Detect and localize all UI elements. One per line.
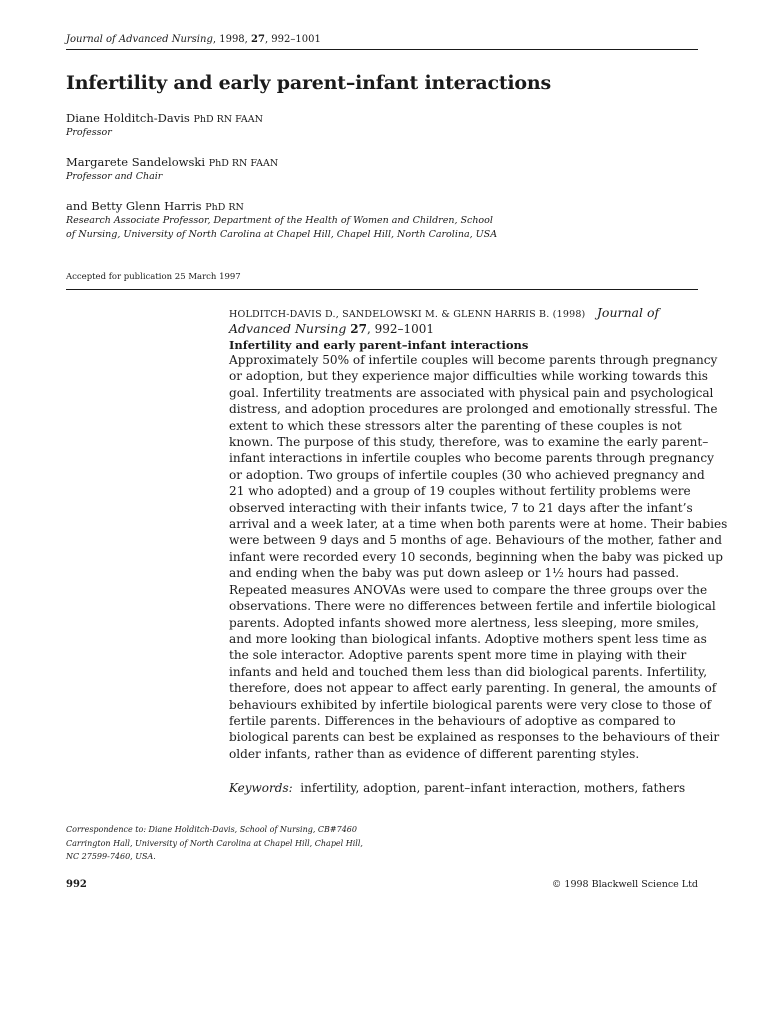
author-3-role-line-2: of Nursing, University of North Carolina at Chapel Hill, Chapel Hill, North Carolina, USA <box>66 229 498 240</box>
abstract-line: Repeated measures ANOVAs were used to compare the three groups over the <box>229 582 708 597</box>
abstract-line: infants and held and touched them less than did biological parents. Infertility, <box>229 664 708 679</box>
abstract-line: and more looking than biological infants. Adoptive mothers spent less time as <box>229 631 707 646</box>
abstract-line: arrival and a week later, at a time when both parents were at home. Their babies <box>229 517 728 532</box>
citation-line-2 <box>229 321 434 336</box>
running-head <box>66 34 321 45</box>
author-2-role: Professor and Chair <box>66 171 163 182</box>
abstract-line: 21 who adopted) and a group of 19 couples without fertility problems were <box>229 484 691 499</box>
abstract-line: infant were recorded every 10 seconds, beginning when the baby was picked up <box>229 549 723 564</box>
abstract-line: or adoption. Two groups of infertile couples (30 who achieved pregnancy and <box>229 467 705 482</box>
author-3 <box>66 199 244 213</box>
copyright: © 1998 Blackwell Science Ltd <box>551 879 698 890</box>
author-2 <box>66 155 278 169</box>
abstract-line: Approximately 50% of infertile couples will become parents through pregnancy <box>229 353 718 367</box>
abstract-line: and ending when the baby was put down asleep or 1½ hours had passed. <box>229 566 680 581</box>
author-3-credentials: PhD RN <box>205 202 244 213</box>
running-head-journal: Journal of Advanced Nursing <box>66 34 213 45</box>
abstract-line: the sole interactor. Adoptive parents spent more time in playing with their <box>229 648 687 663</box>
keywords-label: Keywords: <box>229 781 293 795</box>
abstract-title: Infertility and early parent–infant interactions <box>229 338 529 352</box>
citation-authors: HOLDITCH-DAVIS D., SANDELOWSKI M. & GLENN HARRIS B. (1998) <box>229 309 586 320</box>
correspondence-line-3: NC 27599-7460, USA. <box>66 852 156 861</box>
citation-pages: , 992–1001 <box>366 322 435 336</box>
author-1-role: Professor <box>66 127 112 138</box>
keywords <box>229 781 685 795</box>
citation-journal-part2: Advanced Nursing <box>229 321 347 336</box>
top-rule <box>66 49 698 50</box>
abstract-line: were between 9 days and 5 months of age. Behaviours of the mother, father and <box>229 533 722 548</box>
author-1-name: Diane Holditch-Davis <box>66 111 190 125</box>
citation-journal-part1: Journal of <box>596 305 660 320</box>
abstract-line: observations. There were no differences between fertile and infertile biological <box>229 599 716 614</box>
abstract-line: extent to which these stressors alter the parenting of these couples is not <box>229 418 682 433</box>
running-head-volume: 27 <box>251 34 265 45</box>
correspondence-line-1: Correspondence to: Diane Holditch-Davis, School of Nursing, CB#7460 <box>66 825 357 834</box>
abstract-line: older infants, rather than as evidence of different parenting styles. <box>229 746 640 761</box>
citation-volume: 27 <box>350 322 367 336</box>
abstract-line: therefore, does not appear to affect early parenting. In general, the amounts of <box>229 681 717 696</box>
abstract-line: biological parents can best be explained as responses to the behaviours of their <box>229 730 720 745</box>
running-head-year: , 1998, <box>212 34 252 45</box>
abstract-line: known. The purpose of this study, therefore, was to examine the early parent– <box>229 435 709 450</box>
abstract-line: observed interacting with their infants twice, 7 to 21 days after the infant’s <box>229 500 693 515</box>
abstract-line: behaviours exhibited by infertile biological parents were very close to those of <box>229 697 712 712</box>
abstract-line: or adoption, but they experience major difficulties while working towards this <box>229 369 708 384</box>
citation-line-1 <box>229 305 659 320</box>
abstract-line: fertile parents. Differences in the behaviours of adoptive as compared to <box>229 713 676 728</box>
abstract-body <box>229 352 728 762</box>
abstract-line: parents. Adopted infants showed more alertness, less sleeping, more smiles, <box>229 615 700 630</box>
page-number: 992 <box>66 879 87 890</box>
author-3-role-line-1: Research Associate Professor, Department of the Health of Women and Children, School <box>66 215 493 226</box>
abstract-line: distress, and adoption procedures are prolonged and emotionally stressful. The <box>229 402 718 417</box>
author-1 <box>66 111 263 125</box>
author-2-name: Margarete Sandelowski <box>66 155 206 169</box>
abstract-line: infant interactions in infertile couples who become parents through pregnancy <box>229 451 714 466</box>
mid-rule <box>66 289 698 290</box>
keywords-text: infertility, adoption, parent–infant interaction, mothers, fathers <box>300 781 686 795</box>
author-3-name: and Betty Glenn Harris <box>66 199 202 213</box>
article-title: Infertility and early parent–infant interactions <box>66 72 552 94</box>
author-1-credentials: PhD RN FAAN <box>193 114 263 125</box>
abstract-line: goal. Infertility treatments are associated with physical pain and psychological <box>229 385 714 400</box>
running-head-pages: , 992–1001 <box>264 34 321 45</box>
accepted-date: Accepted for publication 25 March 1997 <box>66 272 241 282</box>
author-2-credentials: PhD RN FAAN <box>208 158 279 169</box>
correspondence-line-2: Carrington Hall, University of North Carolina at Chapel Hill, Chapel Hill, <box>66 839 363 848</box>
